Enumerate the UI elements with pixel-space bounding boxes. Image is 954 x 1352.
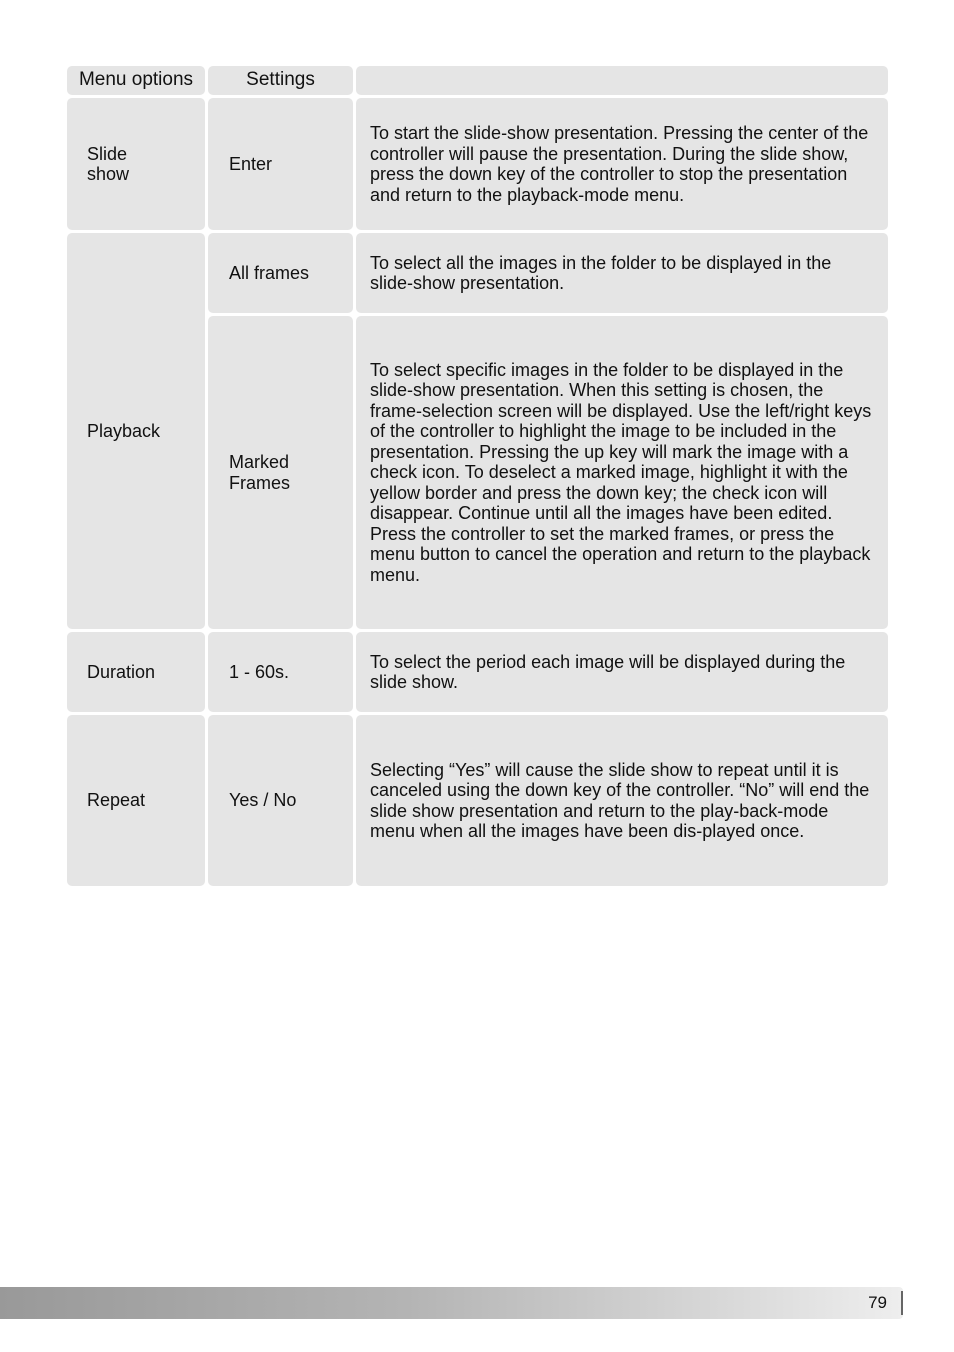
option-playback: Playback bbox=[67, 233, 205, 629]
setting-yes-no: Yes / No bbox=[208, 715, 353, 886]
header-settings: Settings bbox=[208, 66, 353, 95]
description-repeat: Selecting “Yes” will cause the slide show to repeat until it is canceled using the down key of the controller. “No” will end the slide show presentation and return to the play-back-mode menu when all the images have been dis-played once. bbox=[356, 715, 888, 886]
setting-marked-frames: Marked Frames bbox=[208, 316, 353, 629]
option-repeat: Repeat bbox=[67, 715, 205, 886]
setting-enter: Enter bbox=[208, 98, 353, 230]
option-duration: Duration bbox=[67, 632, 205, 712]
header-description bbox=[356, 66, 888, 95]
setting-duration-range: 1 - 60s. bbox=[208, 632, 353, 712]
setting-all-frames: All frames bbox=[208, 233, 353, 313]
footer-bar bbox=[0, 1287, 903, 1319]
option-slide-show: Slide show bbox=[67, 98, 205, 230]
description-slide-show: To start the slide-show presentation. Pressing the center of the controller will pause the presentation. During the slide show, press the down key of the controller to stop the presentation and return to the playback-mode menu. bbox=[356, 98, 888, 230]
header-menu-options: Menu options bbox=[67, 66, 205, 95]
description-marked-frames: To select specific images in the folder to be displayed in the slide-show presentation. When this setting is chosen, the frame-selection screen will be displayed. Use the left/right keys of the controller to highlight the image to be included in the presentation. Pressing the up key will mark the image with a check icon. To deselect a marked image, highlight it with the yellow border and press the down key; the check icon will disappear. Continue until all the images have been edited. Press the controller to set the marked frames, or press the menu button to cancel the operation and return to the playback menu. bbox=[356, 316, 888, 629]
page-number: 79 bbox=[868, 1293, 887, 1312]
description-all-frames: To select all the images in the folder to be displayed in the slide-show presentation. bbox=[356, 233, 888, 313]
page-divider bbox=[901, 1291, 903, 1315]
description-duration: To select the period each image will be displayed during the slide show. bbox=[356, 632, 888, 712]
